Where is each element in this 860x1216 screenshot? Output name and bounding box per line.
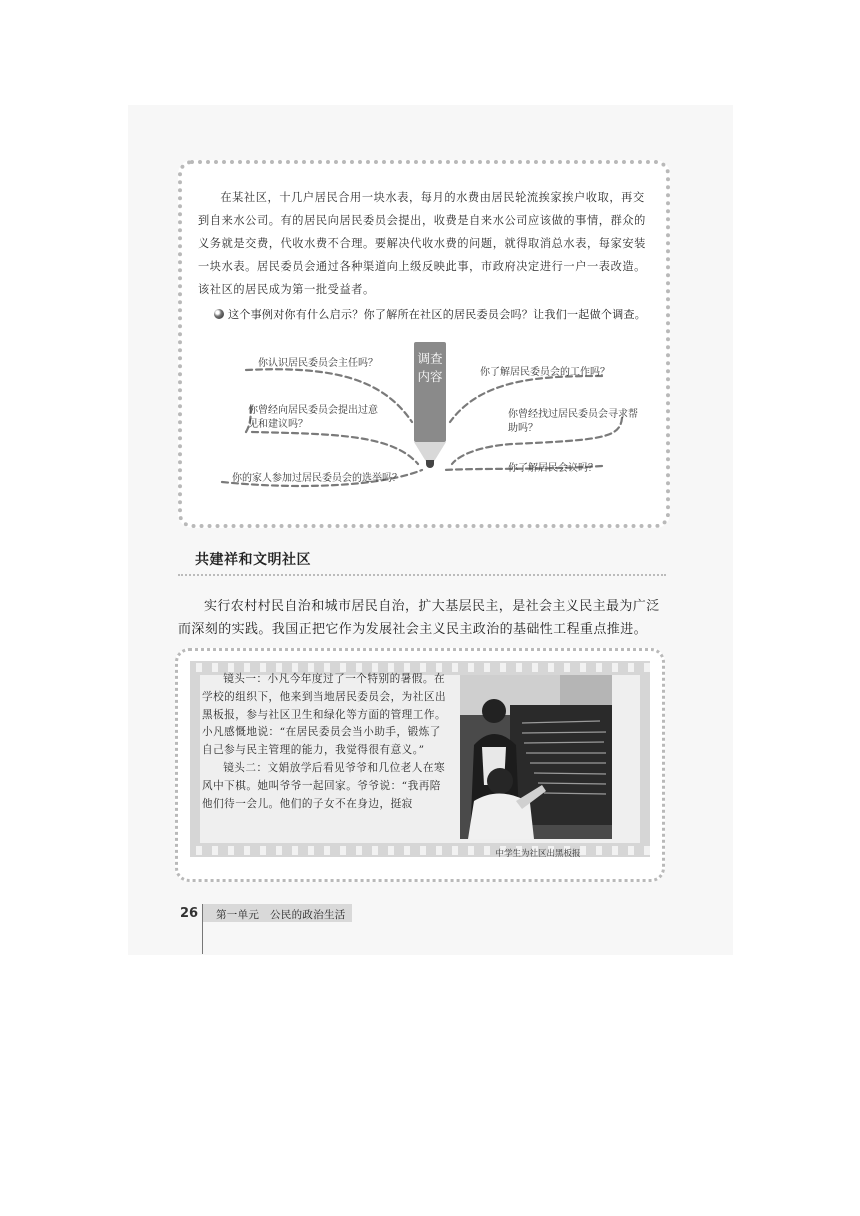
pencil-label: 调查内容 [417,351,443,384]
survey-item-1: 你认识居民委员会主任吗？ [258,358,378,369]
scene-two-text: 镜头二：文娟放学后看见爷爷和几位老人在寒风中下棋。她叫爷爷一起回家。爷爷说：“我再陪他们待一会儿。他们的子女不在身边，挺寂 [202,761,446,810]
survey-item-5: 你曾经找过居民委员会寻求帮助吗？ [508,409,638,434]
survey-item-4: 你了解居民委员会的工作吗？ [480,367,610,378]
scene-one-text: 镜头一：小凡今年度过了一个特别的暑假。在学校的组织下，他来到当地居民委员会，为社区出黑板报，参与社区卫生和绿化等方面的管理工作。小凡感慨地说：“在居民委员会当小助手，锻炼了自己参与民主管理的能力，我觉得很有意义。” [202,673,447,757]
case-box [178,160,670,528]
survey-item-6: 你了解居民会议吗？ [508,463,598,474]
blackboard-photo [460,675,612,839]
footer-rule [202,904,203,954]
survey-item-3: 你的家人参加过居民委员会的选举吗？ [232,473,402,484]
body-paragraph: 实行农村村民自治和城市居民自治，扩大基层民主，是社会主义民主最为广泛而深刻的实践。我国正把它作为发展社会主义民主政治的基础性工程重点推进。 [178,599,660,637]
film-text [202,671,450,813]
section-divider [178,574,666,576]
photo-caption: 中学生为社区出黑板报 [495,849,581,859]
survey-item-2: 你曾经向居民委员会提出过意见和建议吗？ [248,405,378,430]
page-number: 26 [180,906,199,921]
pencil-graphic [414,342,446,492]
pencil-lead [426,460,434,468]
question-text: 这个事例对你有什么启示？你了解所在社区的居民委员会吗？让我们一起做个调查。 [228,308,647,321]
film-box [175,648,665,882]
case-text: 在某社区，十几户居民合用一块水表，每月的水费由居民轮流挨家挨户收取，再交到自来水公司。有的居民向居民委员会提出，收费是自来水公司应该做的事情，群众的义务就是交费，代收水费不合理。要解决代收水费的问题，就得取消总水表，每家安装一块水表。居民委员会通过各种渠道向上级反映此事，市政府决定进行一户一表改造。该社区的居民成为第一批受益者。 [198,191,646,296]
section-title: 共建祥和文明社区 [195,552,311,568]
unit-title: 第一单元 公民的政治生活 [216,909,346,921]
